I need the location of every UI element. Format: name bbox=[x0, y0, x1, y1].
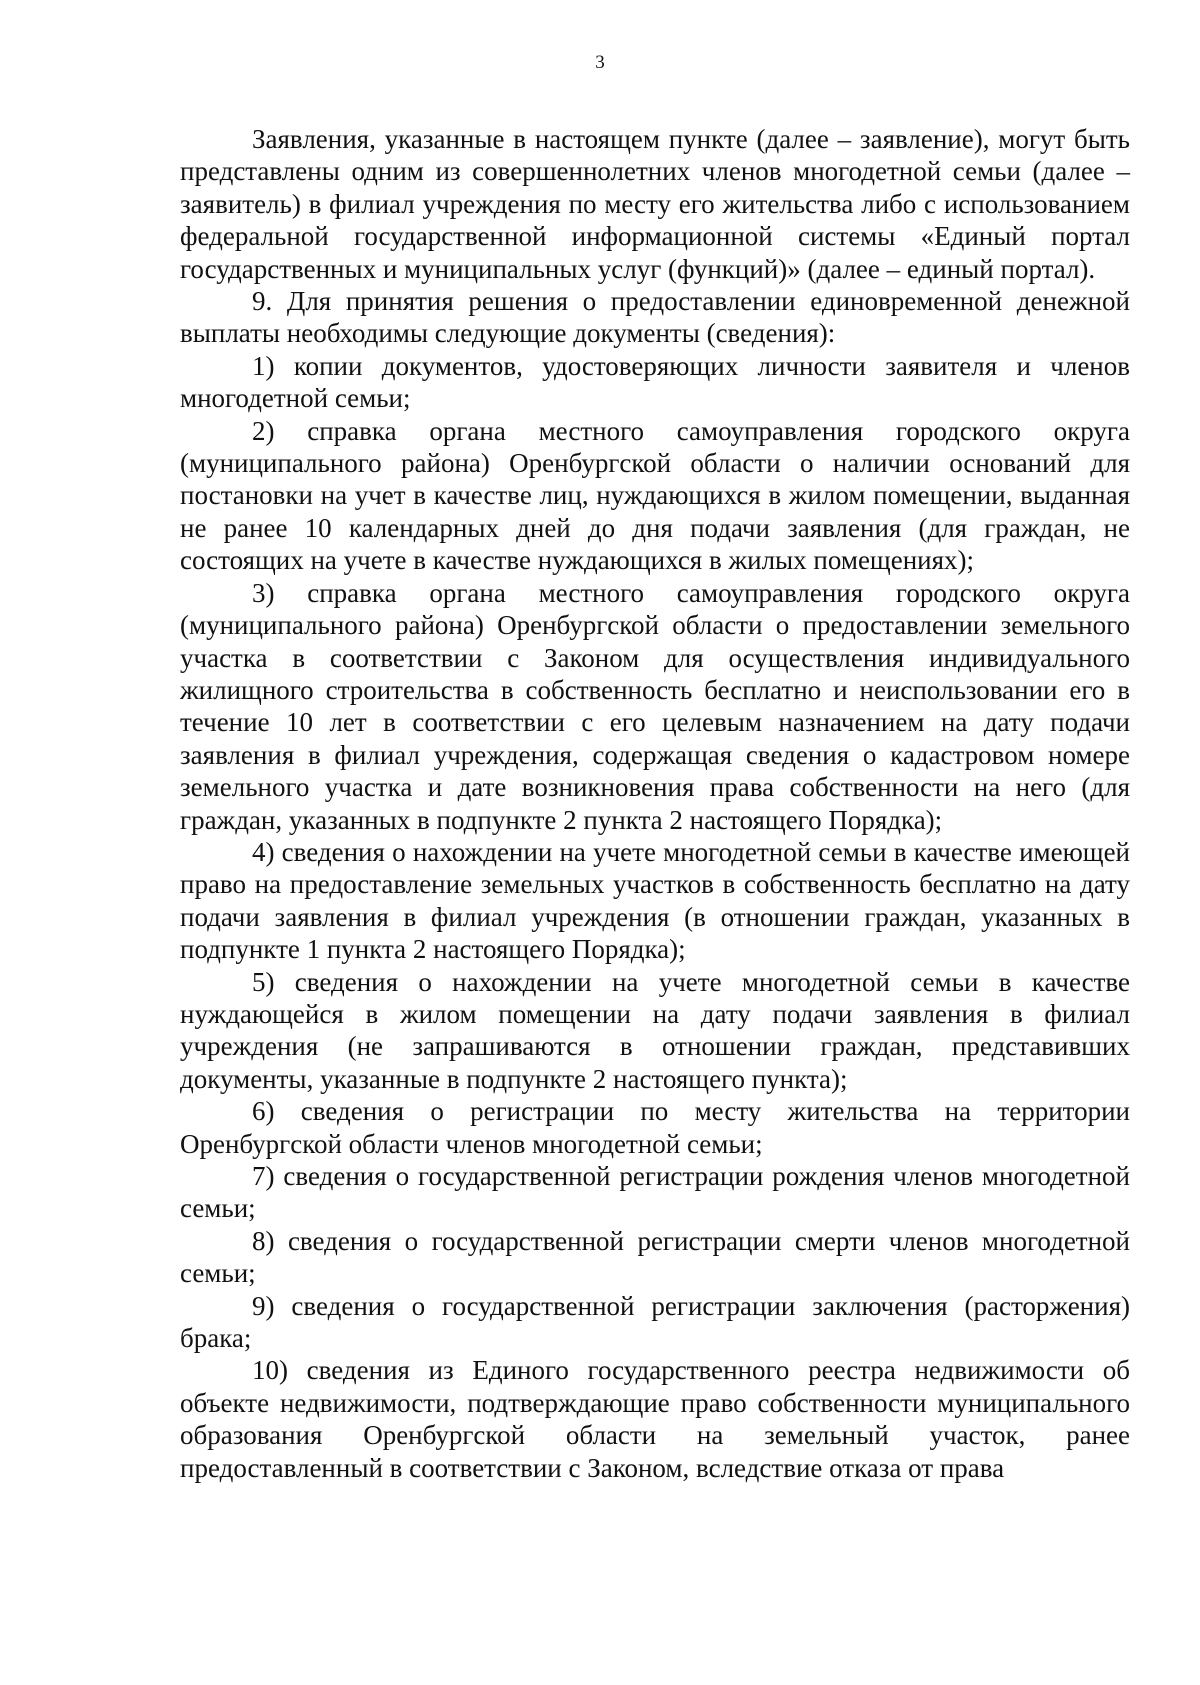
page-number: 3 bbox=[595, 52, 605, 73]
paragraph-item-9: 9. Для принятия решения о предоставлении единовременной денежной выплаты необходимы следующие документы (сведения): bbox=[180, 286, 1130, 349]
list-item-4: 4) сведения о нахождении на учете многодетной семьи в качестве имеющей право на предоставление земельных участков в собственность бесплатно на дату подачи заявления в филиал учреждения (в отношении граждан, указанных в подпункте 1 пункта 2 настоящего Порядка); bbox=[180, 836, 1130, 965]
list-item-6: 6) сведения о регистрации по месту жительства на территории Оренбургской области членов многодетной семьи; bbox=[180, 1096, 1130, 1159]
list-item-8: 8) сведения о государственной регистрации смерти членов многодетной семьи; bbox=[180, 1225, 1130, 1289]
list-item-7: 7) сведения о государственной регистрации рождения членов многодетной семьи; bbox=[180, 1161, 1130, 1224]
list-item-9: 9) сведения о государственной регистрации заключения (расторжения) брака; bbox=[180, 1290, 1130, 1354]
list-item-2: 2) справка органа местного самоуправления городского округа (муниципального района) Оренбургской области о наличии оснований для постановки на учет в качестве лиц, нуждающихся в жилом помещении, выданная не ранее 10 календарных дней до дня подачи заявления (для граждан, не состоящих на учете в качестве нуждающихся в жилых помещениях); bbox=[180, 415, 1130, 576]
list-item-10: 10) сведения из Единого государственного реестра недвижимости об объекте недвижимости, подтверждающие право собственности муниципального образования Оренбургской области на земельный участок, ранее предоставленный в соответствии с Законом, вследствие отказа от права bbox=[180, 1355, 1130, 1483]
list-item-5: 5) сведения о нахождении на учете многодетной семьи в качестве нуждающейся в жилом помещении на дату подачи заявления в филиал учреждения (не запрашиваются в отношении граждан, представивших документы, указанные в подпункте 2 настоящего пункта); bbox=[180, 966, 1130, 1094]
paragraph-applications: Заявления, указанные в настоящем пункте (далее – заявление), могут быть представлены одним из совершеннолетних членов многодетной семьи (далее – заявитель) в филиал учреждения по месту его жительства либо с использованием федеральной государственной информационной системы «Единый портал государственных и муниципальных услуг (функций)» (далее – единый портал). bbox=[180, 124, 1130, 284]
list-item-1: 1) копии документов, удостоверяющих личности заявителя и членов многодетной семьи; bbox=[180, 350, 1130, 414]
list-item-3: 3) справка органа местного самоуправления городского округа (муниципального района) Оренбургской области о предоставлении земельного участка в соответствии с Законом для осуществления индивидуального жилищного строительства в собственность бесплатно и неиспользовании его в течение 10 лет в соответствии с его целевым назначением на дату подачи заявления в филиал учреждения, содержащая сведения о кадастровом номере земельного участка и дате возникновения права собственности на него (для граждан, указанных в подпункте 2 пункта 2 настоящего Порядка); bbox=[180, 577, 1130, 835]
document-body bbox=[180, 123, 1130, 1484]
